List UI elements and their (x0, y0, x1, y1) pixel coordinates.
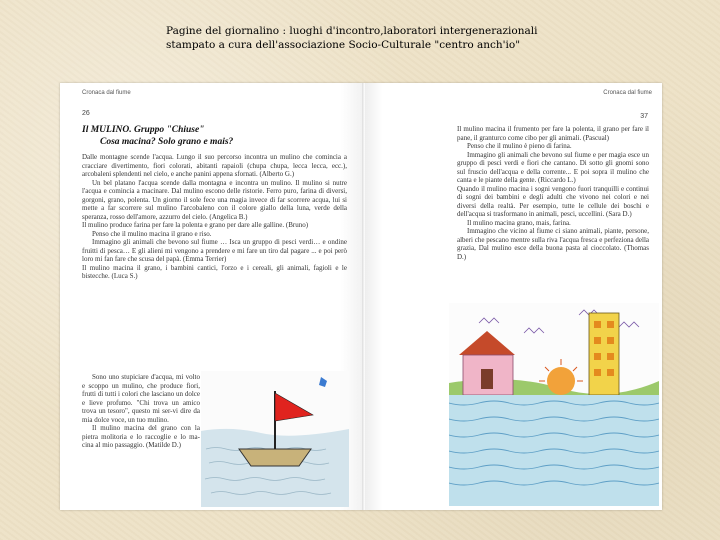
left-page-body (82, 153, 347, 375)
boat-drawing (201, 371, 349, 507)
paragraph: Il mulino macina del grano con la pietra molitoria e lo raccoglie e lo ma-cina al mio passaggio. (Matilde D.) (82, 424, 200, 449)
left-page-column (82, 373, 200, 503)
slide-caption (166, 24, 586, 52)
paragraph: Il mulino macina grano, mais, farina. (467, 218, 571, 227)
article-title: Il MULINO. Gruppo "Chiuse" (82, 125, 205, 135)
newspaper-spread-photo (60, 83, 662, 510)
right-page-body (457, 125, 649, 305)
right-page (365, 83, 662, 510)
left-page (60, 83, 365, 510)
caption-line-2: stampato a cura dell'associazione Socio-Culturale "centro anch'io" (166, 39, 521, 51)
paragraph: Sono uno stupiciare d'acqua, mi volto e scoppo un mulino, che produce fiori, frutti di tutti i colori che lasciano un dolce e lieve profumo. "Chi trova un amico trova un tesoro", questo mi ser-vi dire da mia dolce voce, un tuo mulino. (82, 373, 200, 424)
left-page-number: 26 (82, 110, 90, 117)
article-subtitle: Cosa macina? Solo grano e mais? (100, 137, 234, 147)
paragraph: Penso che il mulino macina il grano e riso. (92, 229, 212, 238)
paragraph: Immagino che vicino al fiume ci siano animali, piante, persone, alberi che pescano mentre sulla riva l'acqua fresca e perfeziona della grazia, Dal mulino esce della buona pasta al cioccolato. (Thomas D.) (457, 227, 649, 261)
river-landscape-drawing (449, 303, 659, 506)
paragraph: Un bel platano l'acqua scende dalla montagna e incontra un mulino. Il mulino si nutre l'acqua e comincia a macinare. Dal mulino escono delle ristorie. Ferro puro, farina di diversi, gorgoni, grano, polenta. Un giorno il sole fece una magia invece di far scorrere acqua, lui si mette a far scorrere sul mulino l'arcobaleno con il colore giallo della luna, verde della speranza, rosso dell'amore, azzurro del cielo. (Angelica B.) (82, 178, 347, 221)
paragraph: Il mulino macina il grano, i bambini cantici, l'orzo e i cereali, gli animali, fagioli e le bistecche. (Luca S.) (82, 263, 347, 280)
right-page-header: Cronaca dal fiume (603, 90, 652, 96)
paragraph: Quando il mulino macina i sogni vengono fuori tranquilli e continui di sogni dei bambini e degli adulti che vivono nei colori e nei diversi della realtà. Per esempio, tutte le cellule dei boschi e dell'acqua si trasformano in animali, pesci, uccellini. (Sara D.) (457, 184, 649, 218)
caption-line-1: Pagine del giornalino : luoghi d'incontro,laboratori intergenerazionali (166, 25, 538, 37)
paragraph: Il mulino macina il frumento per fare la polenta, il grano per fare il pane, il granturco come cibo per gli animali. (Pascual) (457, 125, 649, 142)
right-page-number: 37 (640, 113, 648, 120)
paragraph: Dalle montagne scende l'acqua. Lungo il suo percorso incontra un mulino che comincia a cracciare divertimento, fiori colorati, abitanti rapaioli (chupa chupa, lecca lecca, ecc.), arcobaleni splendenti nel cielo, e anche panini appena sfornati. (Alberto G.) (82, 153, 347, 178)
paragraph: Immagino gli animali che bevono sul fiume … Isca un gruppo di pesci verdi… e ondine fruitti di pesca… E gli alieni mi vengono a prendere e mi fare un tiro dal pagare ... e poi però loro mi fan fare che scusa del papà. (Emma Terrier) (82, 238, 347, 263)
left-page-header: Cronaca dal fiume (82, 90, 131, 96)
paragraph: Il mulino produce farina per fare la polenta e grano per dare alle galline. (Bruno) (82, 221, 309, 229)
paragraph: Penso che il mulino è pieno di farina. (467, 142, 572, 150)
paragraph: Immagino gli animali che bevono sul fiume e per magia esce un gruppo di pesci verdi e fiori che cantano. Di sotto gli gnomi sono sul fruscio dell'acqua e della corrente... E poi sopra il mulino che canta e le piante della gente. (Riccardo L.) (457, 150, 649, 184)
